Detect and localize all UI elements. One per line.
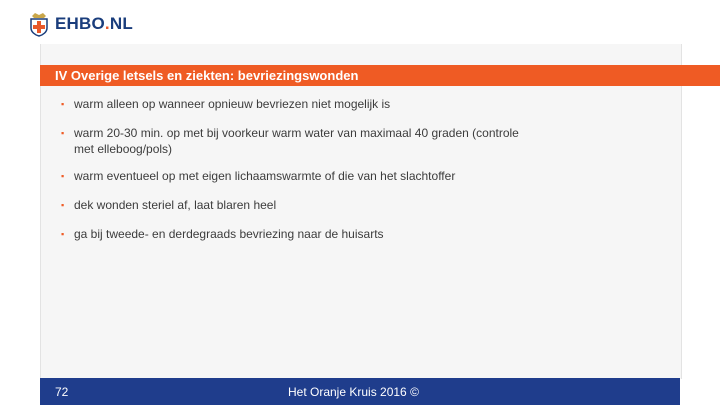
slide-title: IV Overige letsels en ziekten: bevriezingswonden (55, 68, 359, 83)
slide-title-bar (40, 65, 720, 86)
logo-text-dot: . (104, 14, 110, 33)
bullet-item: ▪ ga bij tweede- en derdegraads bevriezing naar de huisarts (64, 226, 534, 242)
cross-shield-icon (29, 11, 49, 37)
bullet-item: ▪ dek wonden steriel af, laat blaren heel (64, 197, 534, 213)
logo-wordmark (55, 14, 133, 34)
bullet-item: ▪ warm 20-30 min. op met bij voorkeur warm water van maximaal 40 graden (controle met elleboog/pols) (64, 125, 534, 157)
page-number: 72 (55, 385, 69, 399)
logo-text-main: EHBO (55, 14, 105, 33)
footer-copyright: Het Oranje Kruis 2016 © (288, 385, 419, 399)
ehbo-logo (29, 11, 133, 37)
bullet-item: ▪ warm eventueel op met eigen lichaamswarmte of die van het slachtoffer (64, 168, 534, 184)
logo-text-tld: NL (109, 14, 133, 33)
slide-footer (40, 378, 680, 405)
bullet-item: ▪ warm alleen op wanneer opnieuw bevriezen niet mogelijk is (64, 96, 534, 112)
bullet-list (64, 96, 534, 255)
